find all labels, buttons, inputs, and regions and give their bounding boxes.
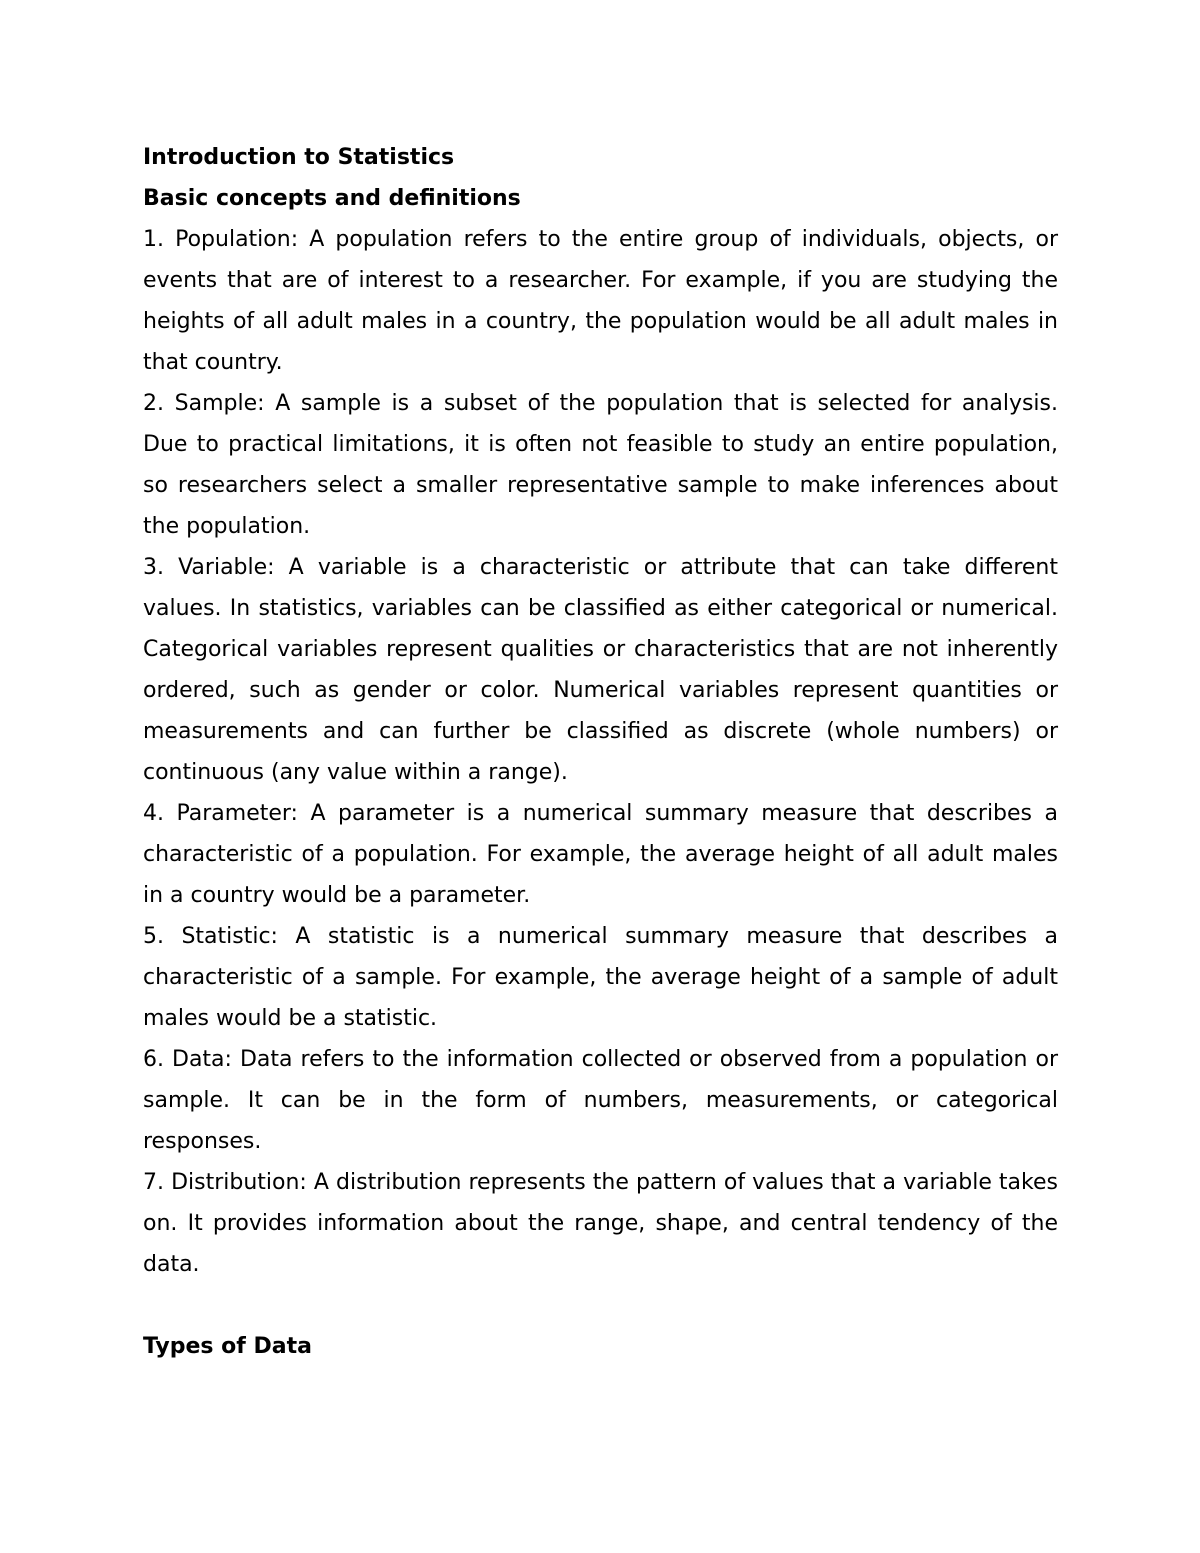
definition-variable: 3. Variable: A variable is a characteristic or attribute that can take different values. In statistics, variables can be classified as either categorical or numerical. Categorical variables represent qualities or characteristics that are not inherently ordered, such as gender or color. Numerical variables represent quantities or measurements and can further be classified as discrete (whole numbers) or continuous (any value within a range). (143, 555, 1058, 785)
document-title: Introduction to Statistics (143, 145, 455, 170)
blank-line (143, 1285, 1058, 1326)
definition-statistic: 5. Statistic: A statistic is a numerical summary measure that describes a characteristic of a sample. For example, the average height of a sample of adult males would be a statistic. (143, 924, 1058, 1031)
section-heading-types-of-data: Types of Data (143, 1334, 312, 1359)
definition-population: 1. Population: A population refers to the entire group of individuals, objects, or events that are of interest to a researcher. For example, if you are studying the heights of all adult males in a country, the population would be all adult males in that country. (143, 227, 1058, 375)
definition-sample: 2. Sample: A sample is a subset of the population that is selected for analysis. Due to practical limitations, it is often not feasible to study an entire population, so researchers select a smaller representative sample to make inferences about the population. (143, 391, 1058, 539)
document-page (143, 137, 1058, 1367)
definition-parameter: 4. Parameter: A parameter is a numerical summary measure that describes a characteristic of a population. For example, the average height of all adult males in a country would be a parameter. (143, 801, 1058, 908)
definition-data: 6. Data: Data refers to the information collected or observed from a population or sample. It can be in the form of numbers, measurements, or categorical responses. (143, 1047, 1058, 1154)
definition-distribution: 7. Distribution: A distribution represents the pattern of values that a variable takes on. It provides information about the range, shape, and central tendency of the data. (143, 1170, 1058, 1277)
document-subtitle: Basic concepts and definitions (143, 186, 521, 211)
